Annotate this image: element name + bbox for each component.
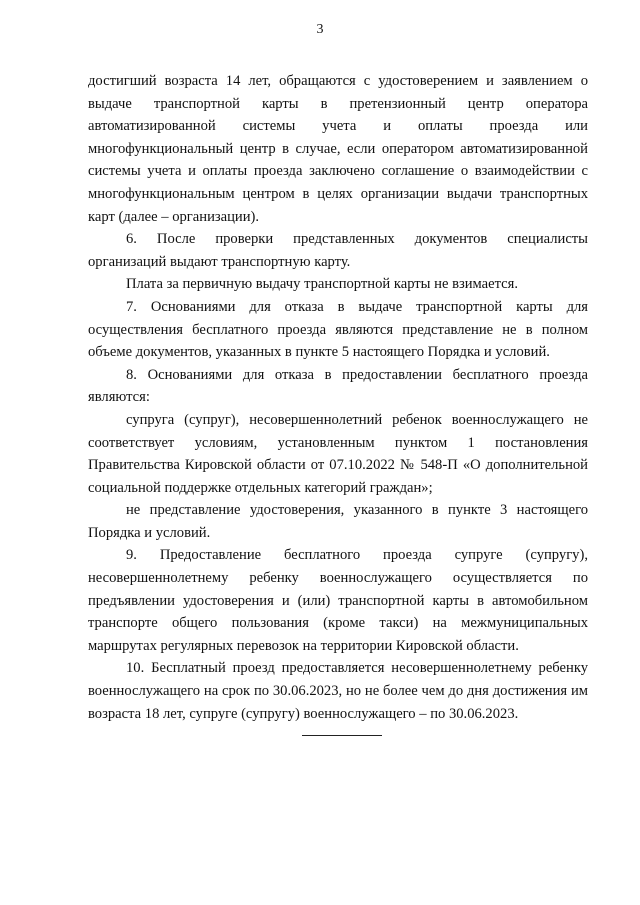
page-number: 3 bbox=[316, 22, 324, 37]
paragraph-10: 10. Бесплатный проезд предоставляется несовершеннолетнему ребенку военнослужащего на срок по 30.06.2023, но не более чем до дня достижения им возраста 18 лет, супруге (супругу) военнослужащего – по 30.06.2023. bbox=[88, 660, 588, 722]
paragraph-continuation: достигший возраста 14 лет, обращаются с удостоверением и заявлением о выдаче транспортной карты в претензионный центр оператора автоматизированной системы учета и оплаты проезда или многофункциональный центр в случае, если оператором автоматизированной системы учета и оплаты проезда заключено соглашение о взаимодействии с многофункциональным центром в целях организации выдачи транспортных карт (далее – организации). bbox=[88, 73, 588, 225]
end-divider bbox=[302, 735, 382, 736]
paragraph-6: 6. После проверки представленных документов специалисты организаций выдают транспортную карту. bbox=[88, 231, 588, 270]
paragraph-9: 9. Предоставление бесплатного проезда супруге (супругу), несовершеннолетнему ребенку военнослужащего осуществляется по предъявлении удостоверения и (или) транспортной карты в автомобильном транспорте общего пользования (кроме такси) на межмуниципальных маршрутах регулярных перевозок на территории Кировской области. bbox=[88, 547, 588, 654]
paragraph-fee: Плата за первичную выдачу транспортной карты не взимается. bbox=[126, 276, 519, 293]
paragraph-8-reason-1: супруга (супруг), несовершеннолетний ребенок военнослужащего не соответствует условиям, установленным пунктом 1 постановления Правительства Кировской области от 07.10.2022 № 548-П «О дополнительной социальной поддержке отдельных категорий граждан»; bbox=[88, 411, 588, 496]
paragraph-8: 8. Основаниями для отказа в предоставлении бесплатного проезда являются: bbox=[88, 366, 588, 406]
paragraph-7: 7. Основаниями для отказа в выдаче транспортной карты для осуществления бесплатного проезда являются представление не в полном объеме документов, указанных в пункте 5 настоящего Порядка и условий. bbox=[88, 298, 588, 361]
paragraph-8-reason-2: не представление удостоверения, указанного в пункте 3 настоящего Порядка и условий. bbox=[88, 502, 588, 541]
document-body bbox=[88, 70, 588, 725]
